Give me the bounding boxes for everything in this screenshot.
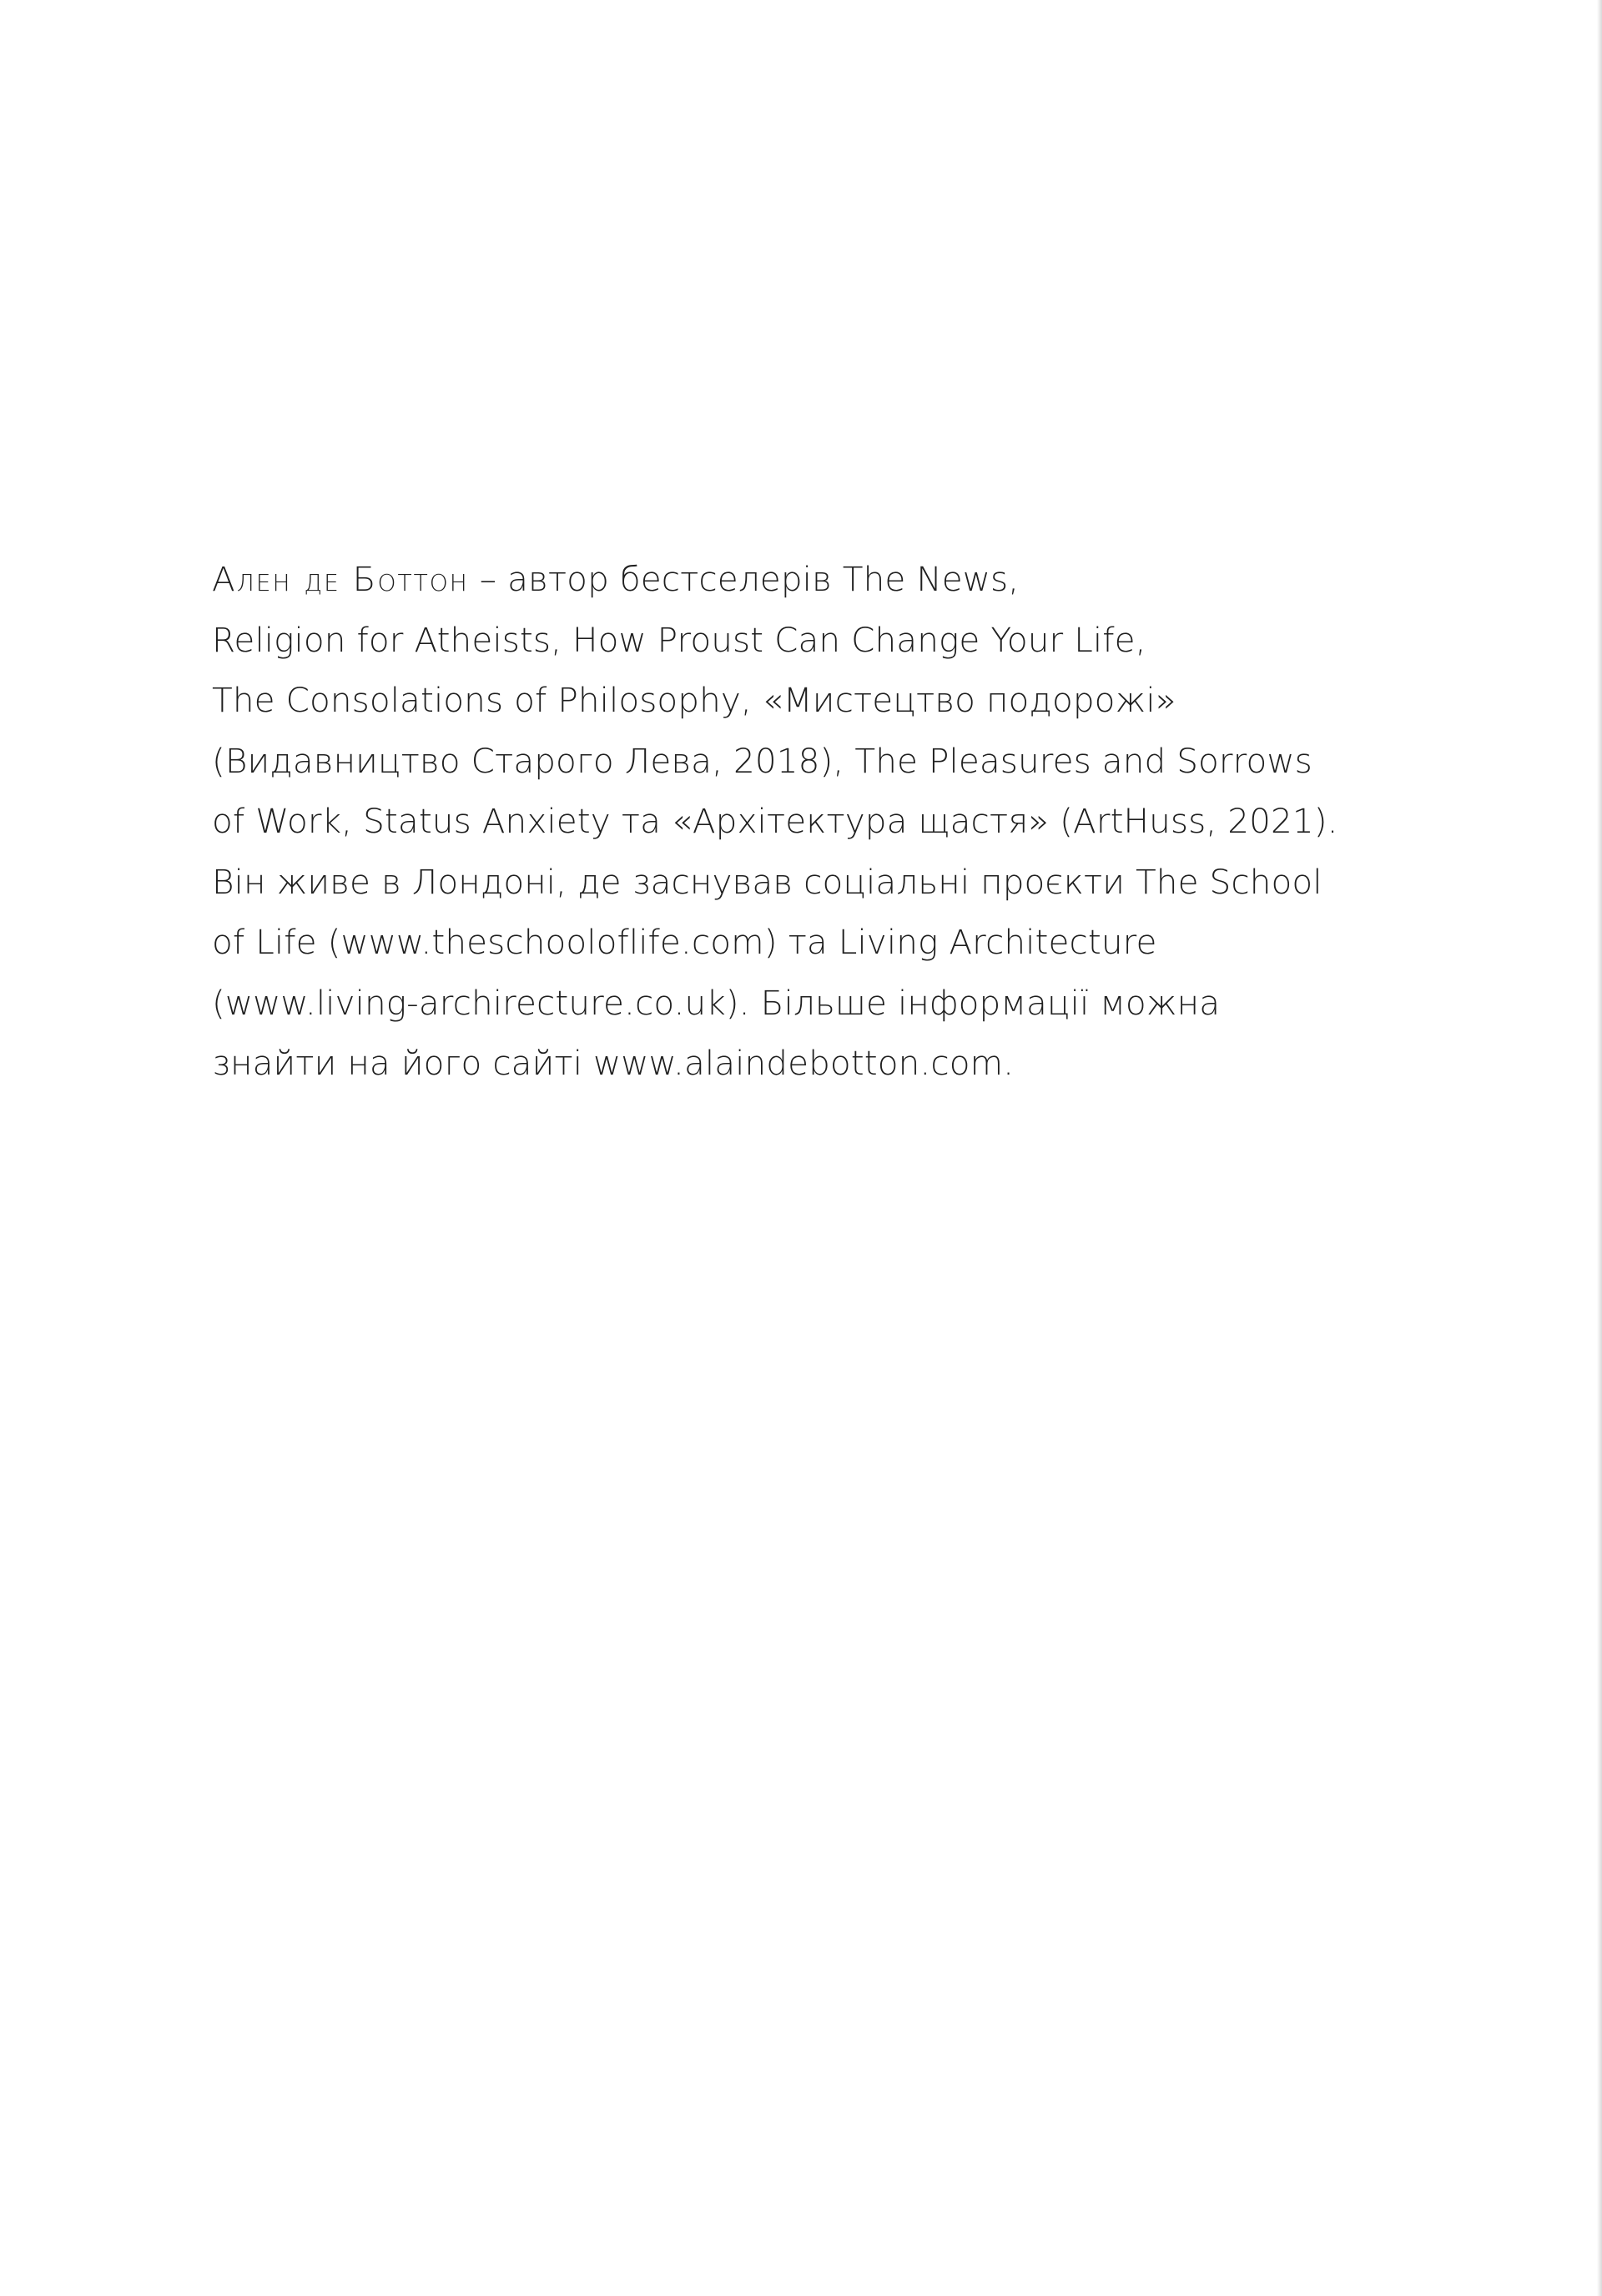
author-name: Ален де Боттон <box>212 559 469 599</box>
bio-line-text: – автор бестселерів The News, <box>468 559 1020 599</box>
bio-line: of Life (www.theschooloflife.com) та Living Architecture <box>212 922 1157 962</box>
page-edge-shadow <box>1597 0 1602 2296</box>
bio-line: Він живе в Лондоні, де заснував соціальні проєкти The School <box>212 861 1322 902</box>
bio-line <box>212 549 1380 610</box>
bio-line: Religion for Atheists, How Proust Can Change Your Life, <box>212 619 1146 660</box>
bio-line: of Work, Status Anxiety та «Архітектура щастя» (ArtHuss, 2021). <box>212 801 1338 841</box>
bio-line: (Видавництво Старого Лева, 2018), The Pleasures and Sorrows <box>212 740 1312 781</box>
bio-line: The Consolations of Philosophy, «Мистецтво подорожі» <box>212 680 1176 720</box>
bio-line: (www.living-archirecture.co.uk). Більше інформації можна <box>212 982 1221 1023</box>
bio-line: знайти на його сайті www.alaindebotton.com. <box>212 1043 1015 1083</box>
author-bio <box>212 549 1380 1094</box>
